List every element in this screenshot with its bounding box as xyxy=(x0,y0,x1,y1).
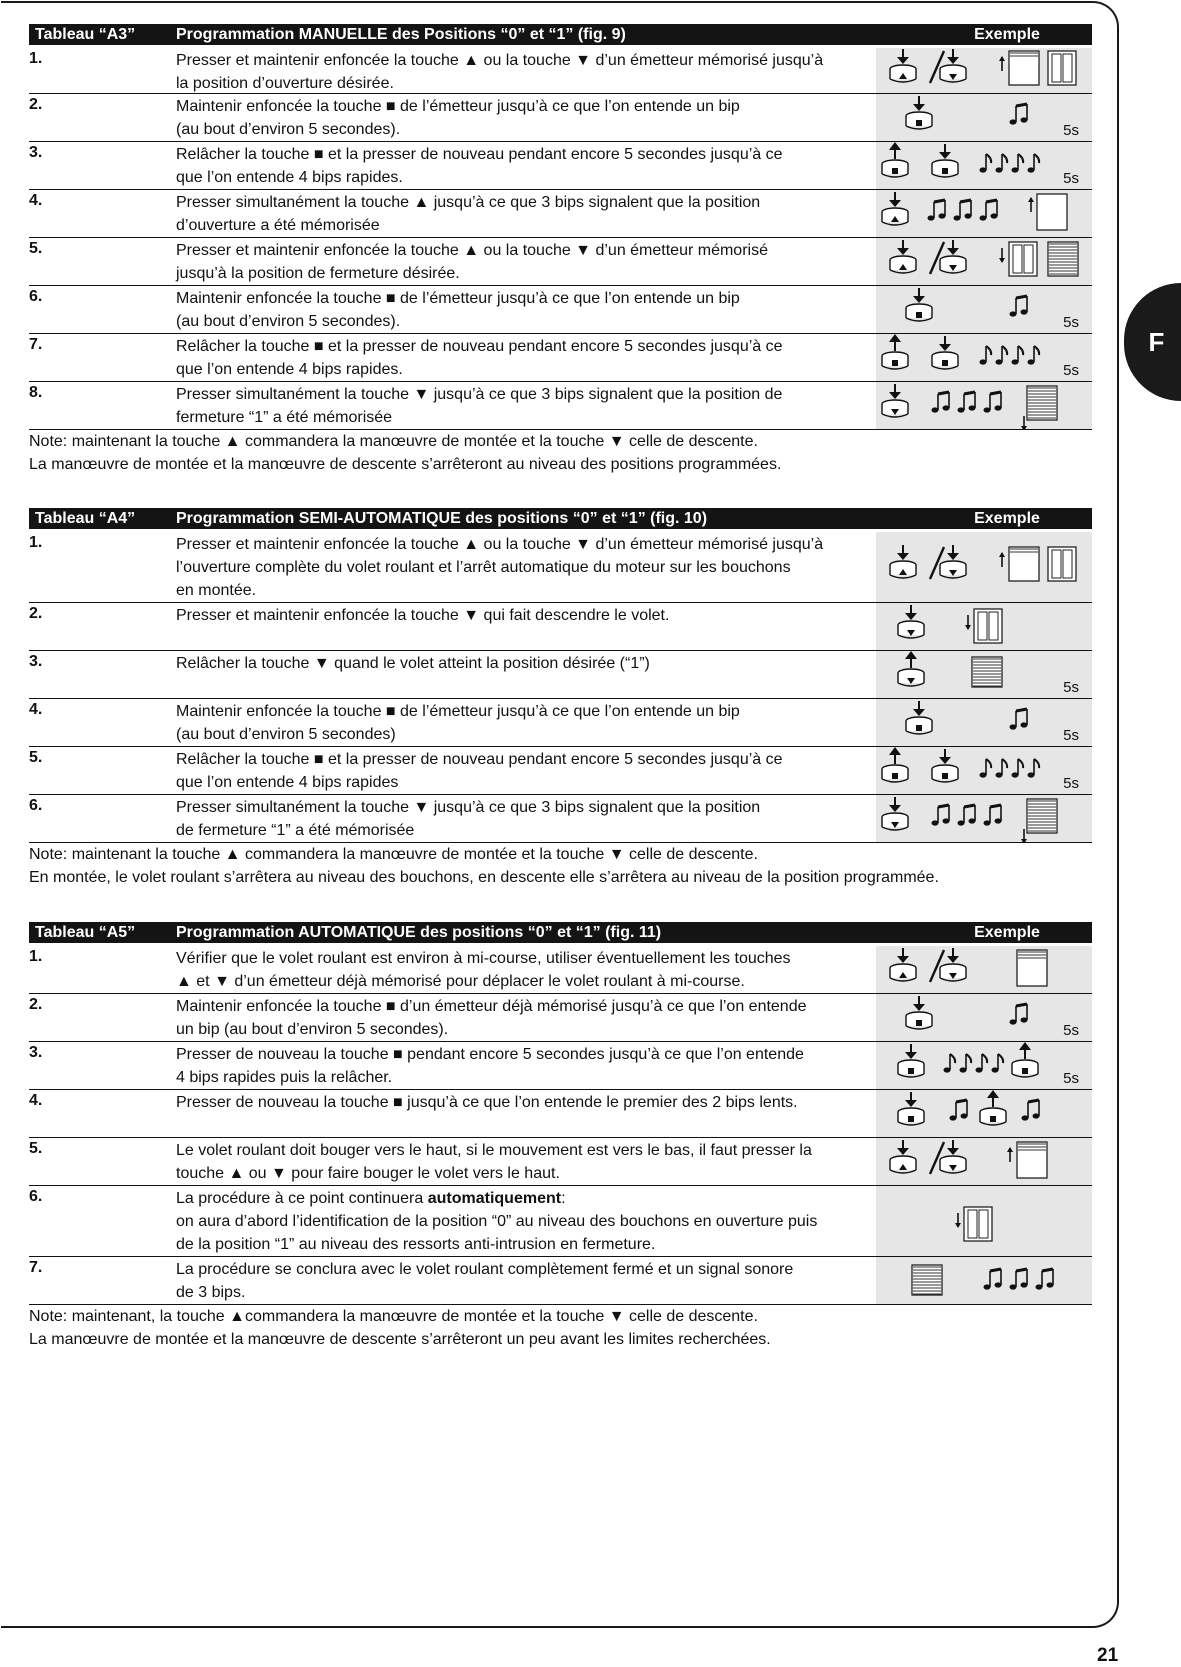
example-illustration xyxy=(876,238,1092,285)
example-illustration xyxy=(876,286,1092,333)
step-number: 7. xyxy=(29,336,43,353)
note-line: Note: maintenant la touche ▲ commandera la manœuvre de montée et la touche ▼ celle de descente. xyxy=(29,846,758,863)
note-icon xyxy=(1028,346,1040,365)
transmitter-button-icon xyxy=(890,948,916,981)
step-text xyxy=(176,1042,876,1089)
step-text-line: que l’on entende 4 bips rapides. xyxy=(176,361,403,378)
double-note-icon xyxy=(1036,1269,1054,1290)
transmitter-button-icon xyxy=(906,701,932,734)
step-number: 4. xyxy=(29,192,43,209)
step-text xyxy=(176,532,876,602)
step-text-line: (au bout d’environ 5 secondes). xyxy=(176,313,401,330)
step-text-line: fermeture “1” a été mémorisée xyxy=(176,409,393,426)
example-illustration xyxy=(876,795,1092,842)
table-title: Programmation AUTOMATIQUE des positions “0” et “1” (fig. 11) xyxy=(176,923,662,941)
step-text-line: Presser de nouveau la touche ■ pendant encore 5 secondes jusqu’à ce que l’on entende xyxy=(176,1046,804,1063)
step-text xyxy=(176,286,876,333)
example-illustration xyxy=(876,651,1092,698)
up-arrow-icon xyxy=(1007,1147,1013,1162)
double-note-icon xyxy=(984,1269,1002,1290)
double-note-icon xyxy=(1010,1004,1028,1025)
step-text xyxy=(176,238,876,285)
step-number: 3. xyxy=(29,653,43,670)
note-line: Note: maintenant, la touche ▲commandera la manœuvre de montée et la touche ▼ celle de descente. xyxy=(29,1308,758,1325)
transmitter-button-icon xyxy=(890,49,916,82)
double-note-icon xyxy=(1010,104,1028,125)
step-text-line: un bip (au bout d’environ 5 secondes). xyxy=(176,1021,449,1038)
example-illustration xyxy=(876,1257,1092,1304)
step-text xyxy=(176,1138,876,1185)
step-text xyxy=(176,190,876,237)
step-number: 8. xyxy=(29,384,43,401)
step-text-line: Presser et maintenir enfoncée la touche ▲ ou la touche ▼ d’un émetteur mémorisé jusqu’à xyxy=(176,52,824,69)
example-column-header: Exemple xyxy=(974,509,1040,527)
step-text-line: Relâcher la touche ■ et la presser de nouveau pendant encore 5 secondes jusqu’à ce xyxy=(176,146,783,163)
step-text xyxy=(176,994,876,1041)
transmitter-button-icon xyxy=(882,334,908,369)
transmitter-button-icon xyxy=(906,996,932,1029)
step-row xyxy=(29,1090,1092,1138)
note-icon xyxy=(1012,154,1024,173)
step-number: 2. xyxy=(29,605,43,622)
duration-label: 5s xyxy=(1063,1070,1079,1087)
transmitter-button-icon xyxy=(890,240,916,273)
table-notes xyxy=(29,430,1092,476)
double-note-icon xyxy=(958,392,976,413)
transmitter-button-icon xyxy=(980,1090,1006,1125)
shutter-icon xyxy=(1027,799,1057,833)
double-note-icon xyxy=(928,200,946,221)
example-illustration xyxy=(876,382,1092,429)
duration-label: 5s xyxy=(1063,170,1079,187)
step-row xyxy=(29,334,1092,382)
step-row xyxy=(29,1186,1092,1257)
example-illustration xyxy=(876,747,1092,794)
example-illustration xyxy=(876,532,1092,602)
step-number: 5. xyxy=(29,749,43,766)
table-header xyxy=(29,508,1092,529)
step-row xyxy=(29,532,1092,603)
step-row xyxy=(29,747,1092,795)
step-row xyxy=(29,603,1092,651)
step-text-line: la position d’ouverture désirée. xyxy=(176,75,394,92)
note-icon xyxy=(1028,759,1040,778)
double-note-icon xyxy=(1010,296,1028,317)
step-text-line: Vérifier que le volet roulant est environ à mi-course, utiliser éventuellement les touches xyxy=(176,950,791,967)
shutter-icon xyxy=(1048,242,1078,276)
step-text-line: Relâcher la touche ■ et la presser de nouveau pendant encore 5 secondes jusqu’à ce xyxy=(176,751,783,768)
example-illustration xyxy=(876,946,1092,993)
transmitter-button-icon xyxy=(898,651,924,686)
step-text xyxy=(176,747,876,794)
double-note-icon xyxy=(1022,1100,1040,1121)
step-number: 1. xyxy=(29,50,43,67)
step-text-line: Relâcher la touche ▼ quand le volet atteint la position désirée (“1”) xyxy=(176,655,650,672)
step-number: 5. xyxy=(29,240,43,257)
note-icon xyxy=(996,346,1008,365)
note-icon xyxy=(944,1054,956,1073)
example-illustration xyxy=(876,994,1092,1041)
step-row xyxy=(29,190,1092,238)
table-notes xyxy=(29,843,1092,889)
transmitter-button-icon xyxy=(898,1092,924,1125)
example-illustration xyxy=(876,142,1092,189)
step-text xyxy=(176,94,876,141)
step-row xyxy=(29,1042,1092,1090)
step-number: 2. xyxy=(29,96,43,113)
step-text xyxy=(176,1186,876,1256)
transmitter-button-icon xyxy=(898,1044,924,1077)
step-text-line: d’ouverture a été mémorisée xyxy=(176,217,380,234)
example-illustration xyxy=(876,699,1092,746)
note-line: En montée, le volet roulant s’arrêtera au niveau des bouchons, en descente elle s’arrêtera au niveau de la position programmée. xyxy=(29,869,939,886)
page-number: 21 xyxy=(1097,1645,1119,1666)
transmitter-button-icon xyxy=(882,384,908,417)
down-arrow-icon xyxy=(1021,416,1027,429)
step-number: 6. xyxy=(29,1188,43,1205)
duration-label: 5s xyxy=(1063,727,1079,744)
step-text-line: Presser et maintenir enfoncée la touche ▲ ou la touche ▼ d’un émetteur mémorisé xyxy=(176,242,768,259)
double-note-icon xyxy=(954,200,972,221)
example-illustration xyxy=(876,1090,1092,1137)
note-line: Note: maintenant la touche ▲ commandera la manœuvre de montée et la touche ▼ celle de descente. xyxy=(29,433,758,450)
shutter-icon xyxy=(1037,194,1067,230)
double-note-icon xyxy=(958,805,976,826)
language-tab: F xyxy=(1124,283,1181,401)
window-icon xyxy=(964,1207,992,1241)
step-text-line: Maintenir enfoncée la touche ■ de l’émetteur jusqu’à ce que l’on entende un bip xyxy=(176,703,740,720)
table-code: Tableau “A5” xyxy=(35,923,136,941)
step-text-line: on aura d’abord l’identification de la position “0” au niveau des bouchons en ouverture puis xyxy=(176,1213,818,1230)
step-text-line: La procédure se conclura avec le volet roulant complètement fermé et un signal sonore xyxy=(176,1261,794,1278)
double-note-icon xyxy=(984,392,1002,413)
transmitter-button-icon xyxy=(890,1140,916,1173)
note-line: La manœuvre de montée et la manœuvre de descente s’arrêteront un peu avant les limites recherchées. xyxy=(29,1331,771,1348)
note-icon xyxy=(980,346,992,365)
table-header xyxy=(29,922,1092,943)
step-text-line: Presser et maintenir enfoncée la touche ▼ qui fait descendre le volet. xyxy=(176,607,670,624)
step-number: 6. xyxy=(29,797,43,814)
down-arrow-icon xyxy=(965,615,971,630)
example-column-header: Exemple xyxy=(974,25,1040,43)
step-number: 4. xyxy=(29,701,43,718)
double-note-icon xyxy=(932,805,950,826)
table-title: Programmation SEMI-AUTOMATIQUE des positions “0” et “1” (fig. 10) xyxy=(176,509,708,527)
transmitter-button-icon xyxy=(932,144,958,177)
step-text-line: Maintenir enfoncée la touche ■ de l’émetteur jusqu’à ce que l’on entende un bip xyxy=(176,290,740,307)
step-text xyxy=(176,795,876,842)
note-icon xyxy=(976,1054,988,1073)
step-row xyxy=(29,142,1092,190)
transmitter-button-icon xyxy=(882,747,908,782)
step-number: 1. xyxy=(29,948,43,965)
step-row xyxy=(29,286,1092,334)
note-icon xyxy=(996,154,1008,173)
step-row xyxy=(29,382,1092,430)
step-text-line: l’ouverture complète du volet roulant et l’arrêt automatique du moteur sur les bouchons xyxy=(176,559,791,576)
shutter-icon xyxy=(972,657,1002,687)
duration-label: 5s xyxy=(1063,362,1079,379)
step-text-line: Relâcher la touche ■ et la presser de nouveau pendant encore 5 secondes jusqu’à ce xyxy=(176,338,783,355)
transmitter-button-icon xyxy=(882,192,908,225)
step-text-line: Maintenir enfoncée la touche ■ de l’émetteur jusqu’à ce que l’on entende un bip xyxy=(176,98,740,115)
duration-label: 5s xyxy=(1063,1022,1079,1039)
note-icon xyxy=(960,1054,972,1073)
step-text-line: que l’on entende 4 bips rapides. xyxy=(176,169,403,186)
step-text-line: de la position “1” au niveau des ressorts anti-intrusion en fermeture. xyxy=(176,1236,656,1253)
example-illustration xyxy=(876,334,1092,381)
down-arrow-icon xyxy=(999,248,1005,263)
up-arrow-icon xyxy=(999,552,1005,567)
table-title: Programmation MANUELLE des Positions “0” et “1” (fig. 9) xyxy=(176,25,626,43)
table-a3 xyxy=(29,24,1092,476)
step-number: 3. xyxy=(29,144,43,161)
example-illustration xyxy=(876,1042,1092,1089)
table-notes xyxy=(29,1305,1092,1351)
step-row xyxy=(29,1257,1092,1305)
step-text xyxy=(176,651,876,698)
step-text xyxy=(176,699,876,746)
step-text-line: ▲ et ▼ d’un émetteur déjà mémorisé pour déplacer le volet roulant à mi-course. xyxy=(176,973,745,990)
duration-label: 5s xyxy=(1063,314,1079,331)
step-text xyxy=(176,946,876,993)
step-row xyxy=(29,1138,1092,1186)
step-row xyxy=(29,994,1092,1042)
example-illustration xyxy=(876,1186,1092,1256)
step-text-line: Presser simultanément la touche ▼ jusqu’à ce que 3 bips signalent que la position de xyxy=(176,386,783,403)
step-text-line: de 3 bips. xyxy=(176,1284,246,1301)
step-number: 5. xyxy=(29,1140,43,1157)
step-row xyxy=(29,651,1092,699)
transmitter-button-icon xyxy=(882,797,908,830)
step-text xyxy=(176,48,876,93)
step-text-fragment: : xyxy=(561,1190,566,1207)
step-text xyxy=(176,1090,876,1137)
up-arrow-icon xyxy=(1028,197,1034,212)
example-illustration xyxy=(876,48,1092,93)
step-text-line: (au bout d’environ 5 secondes). xyxy=(176,121,401,138)
shutter-icon xyxy=(1009,51,1039,85)
step-text-line: Presser de nouveau la touche ■ jusqu’à ce que l’on entende le premier des 2 bips lents. xyxy=(176,1094,798,1111)
step-row xyxy=(29,238,1092,286)
transmitter-button-icon xyxy=(932,336,958,369)
duration-label: 5s xyxy=(1063,679,1079,696)
example-column-header: Exemple xyxy=(974,923,1040,941)
double-note-icon xyxy=(980,200,998,221)
step-text-line: en montée. xyxy=(176,582,257,599)
window-icon xyxy=(974,609,1002,643)
down-arrow-icon xyxy=(955,1213,961,1228)
duration-label: 5s xyxy=(1063,775,1079,792)
step-text-emphasis: automatiquement xyxy=(427,1190,562,1207)
shutter-icon xyxy=(1017,950,1047,986)
step-text-line: Presser simultanément la touche ▼ jusqu’à ce que 3 bips signalent que la position xyxy=(176,799,761,816)
shutter-icon xyxy=(1017,1142,1047,1178)
step-row xyxy=(29,48,1092,94)
step-text xyxy=(176,1257,876,1304)
step-text-line: Le volet roulant doit bouger vers le haut, si le mouvement est vers le bas, il faut presser la xyxy=(176,1142,812,1159)
step-number: 3. xyxy=(29,1044,43,1061)
step-text-line xyxy=(176,1187,876,1210)
transmitter-button-icon xyxy=(882,142,908,177)
step-row xyxy=(29,94,1092,142)
step-number: 7. xyxy=(29,1259,43,1276)
transmitter-button-icon xyxy=(890,545,916,578)
double-note-icon xyxy=(1010,709,1028,730)
double-note-icon xyxy=(984,805,1002,826)
step-text xyxy=(176,334,876,381)
step-text-line: Presser simultanément la touche ▲ jusqu’à ce que 3 bips signalent que la position xyxy=(176,194,761,211)
step-text xyxy=(176,603,876,650)
step-text xyxy=(176,382,876,429)
step-row xyxy=(29,699,1092,747)
note-icon xyxy=(996,759,1008,778)
example-illustration xyxy=(876,603,1092,650)
step-number: 2. xyxy=(29,996,43,1013)
step-number: 1. xyxy=(29,534,43,551)
step-text-line: (au bout d’environ 5 secondes) xyxy=(176,726,396,743)
shutter-icon xyxy=(1009,547,1039,581)
step-text-line: 4 bips rapides puis la relâcher. xyxy=(176,1069,393,1086)
step-text-fragment: La procédure à ce point continuera xyxy=(176,1190,428,1207)
table-a4 xyxy=(29,508,1092,889)
table-code: Tableau “A4” xyxy=(35,509,136,527)
step-row xyxy=(29,946,1092,994)
step-row xyxy=(29,795,1092,843)
note-icon xyxy=(1028,154,1040,173)
step-text-line: Presser et maintenir enfoncée la touche ▲ ou la touche ▼ d’un émetteur mémorisé jusqu’à xyxy=(176,536,824,553)
example-illustration xyxy=(876,190,1092,237)
duration-label: 5s xyxy=(1063,122,1079,139)
table-a5 xyxy=(29,922,1092,1351)
window-icon xyxy=(1048,547,1076,581)
example-illustration xyxy=(876,1138,1092,1185)
table-code: Tableau “A3” xyxy=(35,25,136,43)
transmitter-button-icon xyxy=(906,288,932,321)
transmitter-button-icon xyxy=(906,96,932,129)
example-illustration xyxy=(876,94,1092,141)
note-icon xyxy=(992,1054,1004,1073)
double-note-icon xyxy=(950,1100,968,1121)
step-number: 4. xyxy=(29,1092,43,1109)
note-icon xyxy=(980,759,992,778)
note-icon xyxy=(1012,759,1024,778)
step-text-line: jusqu’à la position de fermeture désirée. xyxy=(176,265,460,282)
step-text xyxy=(176,142,876,189)
table-header xyxy=(29,24,1092,45)
note-icon xyxy=(1012,346,1024,365)
step-text-line: Maintenir enfoncée la touche ■ d’un émetteur déjà mémorisé jusqu’à ce que l’on entende xyxy=(176,998,807,1015)
up-arrow-icon xyxy=(999,56,1005,71)
window-icon xyxy=(1048,51,1076,85)
double-note-icon xyxy=(932,392,950,413)
window-icon xyxy=(1009,242,1037,276)
shutter-icon xyxy=(1027,386,1057,420)
note-icon xyxy=(980,154,992,173)
step-text-line: de fermeture “1” a été mémorisée xyxy=(176,822,415,839)
transmitter-button-icon xyxy=(898,605,924,638)
double-note-icon xyxy=(1010,1269,1028,1290)
transmitter-button-icon xyxy=(932,749,958,782)
down-arrow-icon xyxy=(1021,829,1027,842)
step-text-line: que l’on entende 4 bips rapides xyxy=(176,774,399,791)
note-line: La manœuvre de montée et la manœuvre de descente s’arrêteront au niveau des positions programmées. xyxy=(29,456,782,473)
transmitter-button-icon xyxy=(1012,1042,1038,1077)
step-text-line: touche ▲ ou ▼ pour faire bouger le volet vers le haut. xyxy=(176,1165,560,1182)
shutter-icon xyxy=(912,1265,942,1295)
step-number: 6. xyxy=(29,288,43,305)
